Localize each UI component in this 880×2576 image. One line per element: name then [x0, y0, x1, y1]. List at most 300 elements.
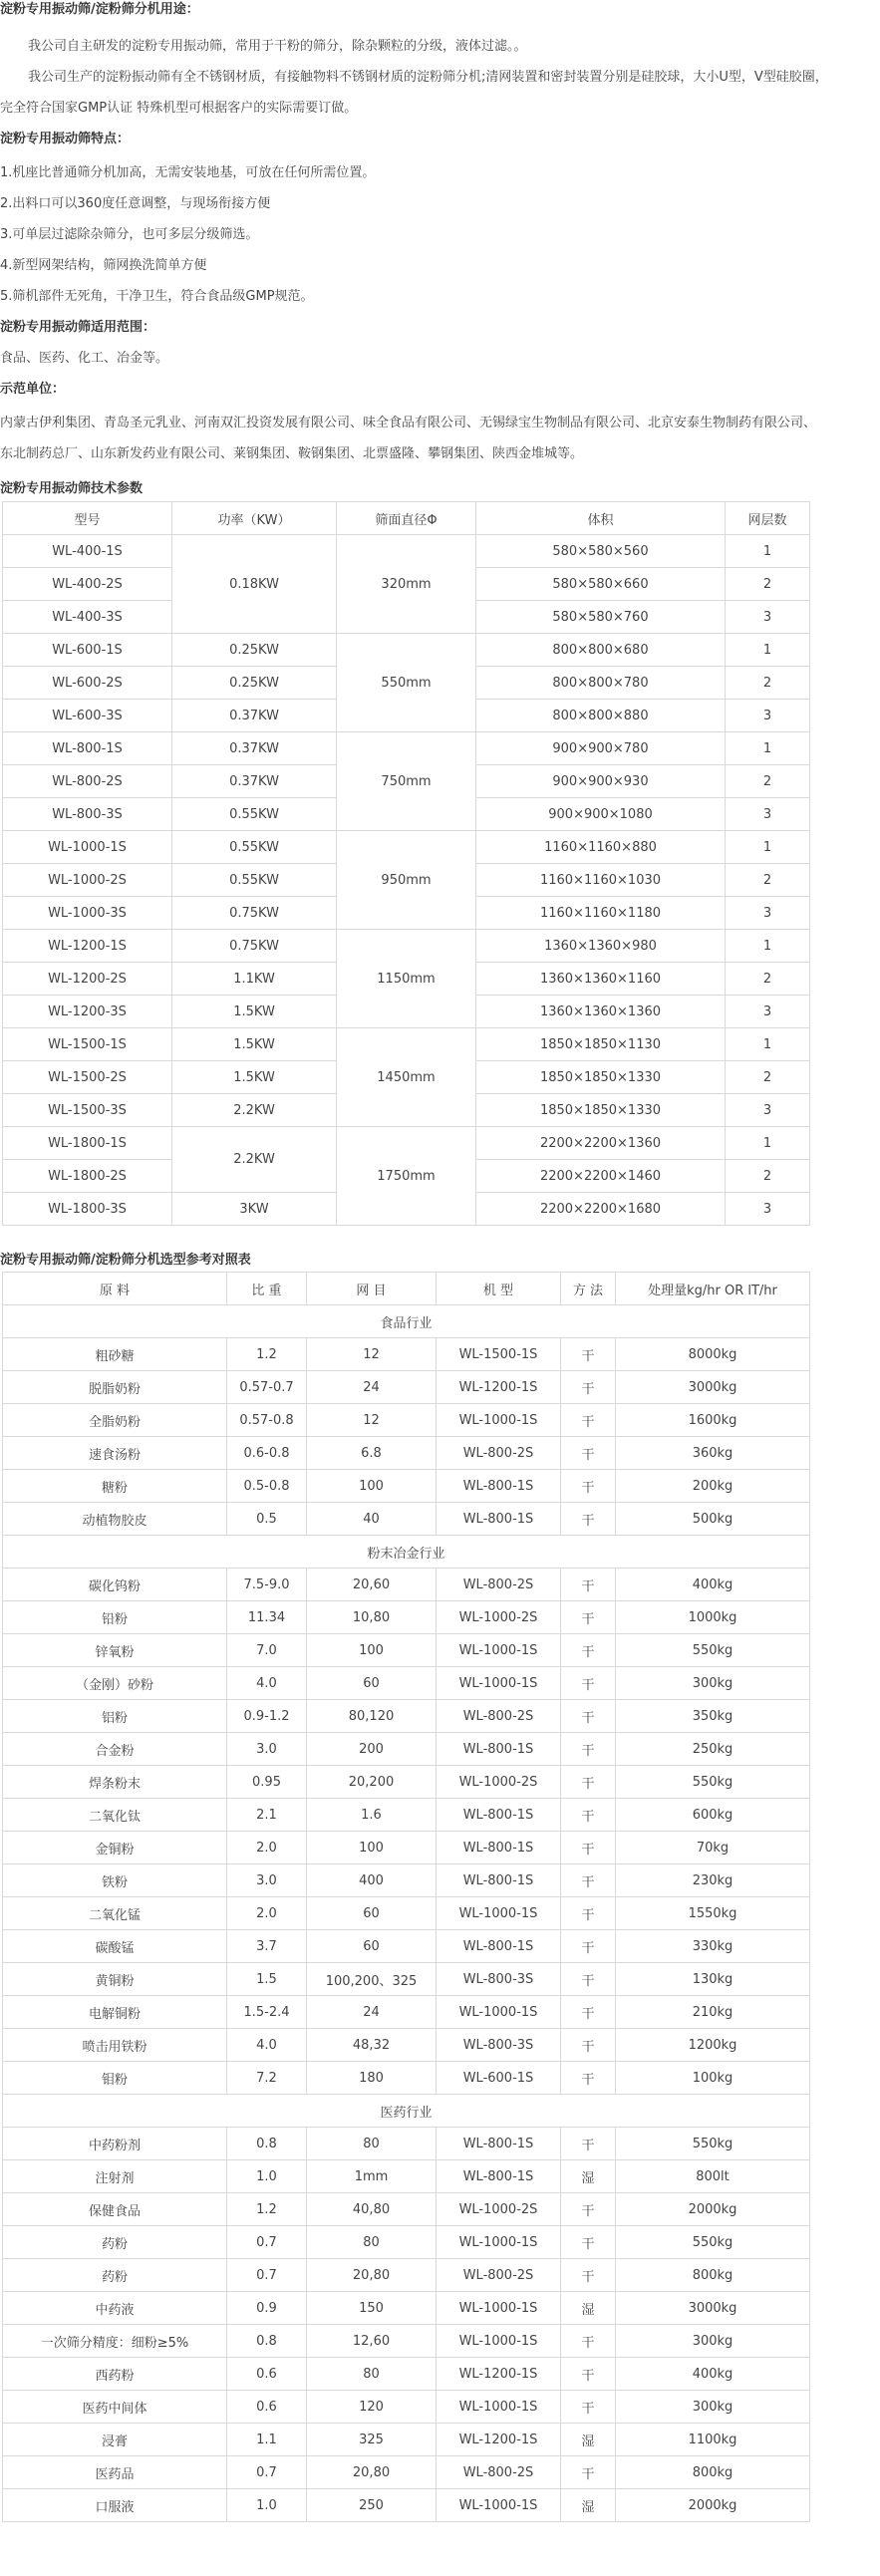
spec-table-title: 淀粉专用振动筛技术参数 [0, 481, 144, 496]
select-model-cell: WL-1000-1S [437, 1404, 561, 1437]
select-mesh-cell: 20,80 [307, 2456, 437, 2489]
select-row [3, 2128, 810, 2160]
select-model-cell: WL-1000-1S [437, 2292, 561, 2325]
spec-power-cell: 0.75KW [172, 897, 337, 930]
spec-model-cell: WL-1800-1S [3, 1127, 172, 1160]
select-mesh-cell: 100 [307, 1832, 437, 1864]
select-row [3, 1569, 810, 1601]
select-method-cell: 干 [561, 1832, 616, 1864]
select-material-cell: 二氧化锰 [3, 1897, 227, 1930]
spec-layers-cell: 1 [726, 634, 810, 667]
select-mesh-cell: 100,200、325 [307, 1963, 437, 1996]
select-section-title: 粉末冶金行业 [3, 1536, 810, 1569]
select-mesh-cell: 40 [307, 1503, 437, 1536]
select-material-cell: 黄铜粉 [3, 1963, 227, 1996]
spec-volume-cell: 900×900×930 [476, 765, 726, 798]
select-model-cell: WL-1000-1S [437, 1634, 561, 1667]
spec-model-cell: WL-1000-1S [3, 831, 172, 864]
spec-header-cell: 功率（KW） [172, 502, 337, 535]
select-row [3, 1733, 810, 1766]
select-section-row [3, 1536, 810, 1569]
feature-item: 4.新型网架结构，筛网换洗简单方便 [0, 258, 207, 273]
select-row [3, 2259, 810, 2292]
select-capacity-cell: 800kg [616, 2259, 810, 2292]
select-material-cell: 铝粉 [3, 1700, 227, 1733]
select-density-cell: 0.6-0.8 [227, 1437, 307, 1470]
spec-layers-cell: 1 [726, 831, 810, 864]
select-method-cell: 湿 [561, 2489, 616, 2522]
select-material-cell: 钼粉 [3, 2062, 227, 2095]
select-density-cell: 7.2 [227, 2062, 307, 2095]
select-mesh-cell: 120 [307, 2391, 437, 2424]
select-header-cell: 网 目 [307, 1273, 437, 1305]
spec-model-cell: WL-400-3S [3, 601, 172, 634]
spec-volume-cell: 1160×1160×880 [476, 831, 726, 864]
select-section-title: 食品行业 [3, 1305, 810, 1338]
select-material-cell: 速食汤粉 [3, 1437, 227, 1470]
select-capacity-cell: 210kg [616, 1996, 810, 2029]
select-capacity-cell: 70kg [616, 1832, 810, 1864]
spec-volume-cell: 1360×1360×980 [476, 930, 726, 963]
spec-volume-cell: 900×900×1080 [476, 798, 726, 831]
use-paragraph-1: 我公司自主研发的淀粉专用振动筛，常用于干粉的筛分，除杂颗粒的分级，液体过滤。。 [28, 39, 527, 54]
select-model-cell: WL-1200-1S [437, 1371, 561, 1404]
select-material-cell: 合金粉 [3, 1733, 227, 1766]
select-mesh-cell: 10,80 [307, 1601, 437, 1634]
select-capacity-cell: 3000kg [616, 1371, 810, 1404]
demo-line-1: 内蒙古伊利集团、青岛圣元乳业、河南双汇投资发展有限公司、味全食品有限公司、无锡绿宝生物制品有限公司、北京安泰生物制药有限公司、 [0, 416, 817, 430]
select-method-cell: 干 [561, 1996, 616, 2029]
spec-model-cell: WL-1200-2S [3, 963, 172, 996]
select-method-cell: 干 [561, 1601, 616, 1634]
select-material-cell: 粗砂糖 [3, 1338, 227, 1371]
select-row [3, 2358, 810, 2391]
select-mesh-cell: 325 [307, 2424, 437, 2456]
select-model-cell: WL-800-1S [437, 1864, 561, 1897]
select-row [3, 1700, 810, 1733]
select-mesh-cell: 80 [307, 2226, 437, 2259]
select-header-cell: 原 料 [3, 1273, 227, 1305]
select-density-cell: 3.0 [227, 1733, 307, 1766]
select-model-cell: WL-1000-2S [437, 1766, 561, 1799]
spec-model-cell: WL-800-3S [3, 798, 172, 831]
select-model-cell: WL-800-1S [437, 1733, 561, 1766]
spec-power-cell: 0.18KW [172, 535, 337, 634]
select-material-cell: 口服液 [3, 2489, 227, 2522]
spec-diameter-cell: 950mm [337, 831, 476, 930]
select-method-cell: 干 [561, 1700, 616, 1733]
select-header-cell: 比 重 [227, 1273, 307, 1305]
spec-header-cell: 型号 [3, 502, 172, 535]
spec-header-cell: 筛面直径Φ [337, 502, 476, 535]
select-mesh-cell: 1.6 [307, 1799, 437, 1832]
select-method-cell: 干 [561, 2193, 616, 2226]
select-mesh-cell: 400 [307, 1864, 437, 1897]
spec-layers-cell: 1 [726, 1028, 810, 1061]
select-capacity-cell: 550kg [616, 2128, 810, 2160]
select-density-cell: 0.7 [227, 2259, 307, 2292]
select-row [3, 1930, 810, 1963]
select-material-cell: （金刚）砂粉 [3, 1667, 227, 1700]
spec-diameter-cell: 1150mm [337, 930, 476, 1028]
select-method-cell: 干 [561, 1667, 616, 1700]
select-method-cell: 干 [561, 1404, 616, 1437]
select-header-cell: 机 型 [437, 1273, 561, 1305]
spec-layers-cell: 2 [726, 667, 810, 700]
select-method-cell: 干 [561, 1470, 616, 1503]
select-material-cell: 糖粉 [3, 1470, 227, 1503]
select-mesh-cell: 48,32 [307, 2029, 437, 2062]
spec-layers-cell: 2 [726, 1160, 810, 1193]
select-model-cell: WL-1000-2S [437, 2193, 561, 2226]
select-density-cell: 0.57-0.7 [227, 1371, 307, 1404]
select-row [3, 1371, 810, 1404]
select-method-cell: 干 [561, 2358, 616, 2391]
spec-model-cell: WL-1200-3S [3, 996, 172, 1028]
select-method-cell: 干 [561, 1569, 616, 1601]
feature-item: 3.可单层过滤除杂筛分，也可多层分级筛选。 [0, 227, 259, 242]
select-density-cell: 0.9-1.2 [227, 1700, 307, 1733]
use-title: 淀粉专用振动筛/淀粉筛分机用途： [0, 2, 199, 17]
spec-model-cell: WL-400-1S [3, 535, 172, 568]
spec-layers-cell: 1 [726, 732, 810, 765]
select-density-cell: 11.34 [227, 1601, 307, 1634]
scope-title: 淀粉专用振动筛适用范围： [0, 320, 156, 335]
select-mesh-cell: 24 [307, 1371, 437, 1404]
select-density-cell: 2.0 [227, 1832, 307, 1864]
select-mesh-cell: 20,60 [307, 1569, 437, 1601]
select-table-title: 淀粉专用振动筛/淀粉筛分机选型参考对照表 [0, 1253, 251, 1268]
select-density-cell: 0.5-0.8 [227, 1470, 307, 1503]
select-section-row [3, 1305, 810, 1338]
spec-header-cell: 体积 [476, 502, 726, 535]
spec-volume-cell: 1850×1850×1330 [476, 1094, 726, 1127]
select-model-cell: WL-1000-1S [437, 1996, 561, 2029]
select-mesh-cell: 180 [307, 2062, 437, 2095]
select-capacity-cell: 400kg [616, 1569, 810, 1601]
select-row [3, 2193, 810, 2226]
select-model-cell: WL-1000-1S [437, 1897, 561, 1930]
spec-power-cell: 2.2KW [172, 1127, 337, 1193]
spec-model-cell: WL-1000-2S [3, 864, 172, 897]
select-material-cell: 西药粉 [3, 2358, 227, 2391]
spec-power-cell: 0.55KW [172, 798, 337, 831]
select-mesh-cell: 12 [307, 1338, 437, 1371]
select-model-cell: WL-800-2S [437, 2259, 561, 2292]
select-material-cell: 二氧化钛 [3, 1799, 227, 1832]
spec-power-cell: 1.5KW [172, 1028, 337, 1061]
spec-power-cell: 1.5KW [172, 1061, 337, 1094]
select-density-cell: 1.0 [227, 2160, 307, 2193]
select-capacity-cell: 250kg [616, 1733, 810, 1766]
spec-layers-cell: 3 [726, 897, 810, 930]
select-model-cell: WL-800-2S [437, 1700, 561, 1733]
select-method-cell: 干 [561, 2456, 616, 2489]
select-row [3, 1470, 810, 1503]
select-density-cell: 0.5 [227, 1503, 307, 1536]
spec-volume-cell: 800×800×780 [476, 667, 726, 700]
select-method-cell: 干 [561, 2062, 616, 2095]
select-mesh-cell: 6.8 [307, 1437, 437, 1470]
select-model-cell: WL-800-1S [437, 1832, 561, 1864]
select-row [3, 1799, 810, 1832]
select-material-cell: 药粉 [3, 2226, 227, 2259]
select-row [3, 1601, 810, 1634]
select-material-cell: 全脂奶粉 [3, 1404, 227, 1437]
select-density-cell: 1.2 [227, 2193, 307, 2226]
select-capacity-cell: 130kg [616, 1963, 810, 1996]
spec-volume-cell: 1360×1360×1160 [476, 963, 726, 996]
select-density-cell: 2.1 [227, 1799, 307, 1832]
select-method-cell: 干 [561, 1371, 616, 1404]
spec-layers-cell: 3 [726, 601, 810, 634]
spec-layers-cell: 2 [726, 568, 810, 601]
select-model-cell: WL-1000-1S [437, 2489, 561, 2522]
spec-layers-cell: 1 [726, 930, 810, 963]
select-capacity-cell: 300kg [616, 2325, 810, 2358]
select-row [3, 1897, 810, 1930]
select-density-cell: 1.5 [227, 1963, 307, 1996]
select-row [3, 1996, 810, 2029]
select-method-cell: 干 [561, 2259, 616, 2292]
select-material-cell: 药粉 [3, 2259, 227, 2292]
select-density-cell: 0.6 [227, 2358, 307, 2391]
select-row [3, 2391, 810, 2424]
select-model-cell: WL-800-2S [437, 2456, 561, 2489]
spec-volume-cell: 2200×2200×1360 [476, 1127, 726, 1160]
select-capacity-cell: 400kg [616, 2358, 810, 2391]
spec-power-cell: 0.37KW [172, 700, 337, 732]
select-method-cell: 干 [561, 1930, 616, 1963]
spec-power-cell: 0.25KW [172, 667, 337, 700]
spec-layers-cell: 2 [726, 864, 810, 897]
spec-model-cell: WL-600-1S [3, 634, 172, 667]
use-paragraph-2-cont: 完全符合国家GMP认证 特殊机型可根据客户的实际需要订做。 [0, 101, 358, 116]
select-method-cell: 干 [561, 2226, 616, 2259]
select-row [3, 1437, 810, 1470]
select-capacity-cell: 300kg [616, 1667, 810, 1700]
select-row [3, 2292, 810, 2325]
select-capacity-cell: 350kg [616, 1700, 810, 1733]
select-material-cell: 铁粉 [3, 1864, 227, 1897]
select-density-cell: 0.8 [227, 2128, 307, 2160]
spec-model-cell: WL-1800-3S [3, 1193, 172, 1226]
select-material-cell: 一次筛分精度：细粉≥5% [3, 2325, 227, 2358]
spec-layers-cell: 2 [726, 1061, 810, 1094]
select-density-cell: 2.0 [227, 1897, 307, 1930]
select-table [2, 1272, 810, 2522]
spec-row [3, 1028, 810, 1061]
select-material-cell: 电解铜粉 [3, 1996, 227, 2029]
select-density-cell: 0.57-0.8 [227, 1404, 307, 1437]
select-row [3, 1634, 810, 1667]
select-density-cell: 0.8 [227, 2325, 307, 2358]
select-capacity-cell: 800kg [616, 2456, 810, 2489]
select-density-cell: 0.9 [227, 2292, 307, 2325]
select-model-cell: WL-1000-1S [437, 1667, 561, 1700]
select-model-cell: WL-800-1S [437, 2128, 561, 2160]
spec-model-cell: WL-800-1S [3, 732, 172, 765]
spec-layers-cell: 2 [726, 765, 810, 798]
select-method-cell: 干 [561, 1864, 616, 1897]
select-method-cell: 干 [561, 1897, 616, 1930]
select-model-cell: WL-800-2S [437, 1437, 561, 1470]
select-row [3, 1667, 810, 1700]
spec-power-cell: 2.2KW [172, 1094, 337, 1127]
spec-volume-cell: 1850×1850×1330 [476, 1061, 726, 1094]
use-paragraph-2: 我公司生产的淀粉振动筛有全不锈钢材质，有接触物料不锈钢材质的淀粉筛分机;清网装置和密封装置分别是硅胶球，大小U型，V型硅胶圈， [28, 70, 828, 85]
select-mesh-cell: 80 [307, 2358, 437, 2391]
select-capacity-cell: 2000kg [616, 2193, 810, 2226]
select-capacity-cell: 1100kg [616, 2424, 810, 2456]
spec-volume-cell: 800×800×880 [476, 700, 726, 732]
spec-model-cell: WL-1500-1S [3, 1028, 172, 1061]
select-model-cell: WL-800-1S [437, 1930, 561, 1963]
select-material-cell: 锌氧粉 [3, 1634, 227, 1667]
select-model-cell: WL-800-1S [437, 2160, 561, 2193]
select-capacity-cell: 550kg [616, 1766, 810, 1799]
spec-model-cell: WL-800-2S [3, 765, 172, 798]
select-model-cell: WL-800-3S [437, 1963, 561, 1996]
spec-layers-cell: 2 [726, 963, 810, 996]
spec-diameter-cell: 1450mm [337, 1028, 476, 1127]
spec-model-cell: WL-1000-3S [3, 897, 172, 930]
select-capacity-cell: 550kg [616, 1634, 810, 1667]
spec-layers-cell: 3 [726, 1193, 810, 1226]
select-capacity-cell: 360kg [616, 1437, 810, 1470]
select-header-row [3, 1273, 810, 1305]
spec-model-cell: WL-1200-1S [3, 930, 172, 963]
select-mesh-cell: 200 [307, 1733, 437, 1766]
spec-row [3, 634, 810, 667]
spec-power-cell: 0.55KW [172, 864, 337, 897]
spec-header-row [3, 502, 810, 535]
select-model-cell: WL-800-1S [437, 1799, 561, 1832]
select-model-cell: WL-1000-1S [437, 2391, 561, 2424]
select-mesh-cell: 250 [307, 2489, 437, 2522]
select-density-cell: 4.0 [227, 1667, 307, 1700]
spec-model-cell: WL-600-2S [3, 667, 172, 700]
spec-layers-cell: 3 [726, 1094, 810, 1127]
select-capacity-cell: 100kg [616, 2062, 810, 2095]
select-capacity-cell: 2000kg [616, 2489, 810, 2522]
select-method-cell: 湿 [561, 2424, 616, 2456]
select-material-cell: 脱脂奶粉 [3, 1371, 227, 1404]
select-capacity-cell: 500kg [616, 1503, 810, 1536]
select-model-cell: WL-600-1S [437, 2062, 561, 2095]
select-method-cell: 干 [561, 2029, 616, 2062]
spec-row [3, 732, 810, 765]
select-method-cell: 干 [561, 2391, 616, 2424]
spec-model-cell: WL-1500-3S [3, 1094, 172, 1127]
spec-power-cell: 0.55KW [172, 831, 337, 864]
spec-model-cell: WL-1500-2S [3, 1061, 172, 1094]
select-mesh-cell: 60 [307, 1930, 437, 1963]
spec-volume-cell: 1160×1160×1030 [476, 864, 726, 897]
select-row [3, 2029, 810, 2062]
select-row [3, 2062, 810, 2095]
spec-diameter-cell: 1750mm [337, 1127, 476, 1226]
select-mesh-cell: 100 [307, 1470, 437, 1503]
select-material-cell: 金铜粉 [3, 1832, 227, 1864]
select-density-cell: 1.0 [227, 2489, 307, 2522]
spec-model-cell: WL-600-3S [3, 700, 172, 732]
select-density-cell: 0.6 [227, 2391, 307, 2424]
select-material-cell: 碳酸锰 [3, 1930, 227, 1963]
select-capacity-cell: 800lt [616, 2160, 810, 2193]
select-capacity-cell: 1600kg [616, 1404, 810, 1437]
select-mesh-cell: 80,120 [307, 1700, 437, 1733]
spec-volume-cell: 2200×2200×1460 [476, 1160, 726, 1193]
select-mesh-cell: 24 [307, 1996, 437, 2029]
spec-power-cell: 1.1KW [172, 963, 337, 996]
spec-layers-cell: 1 [726, 535, 810, 568]
select-capacity-cell: 1200kg [616, 2029, 810, 2062]
select-model-cell: WL-1500-1S [437, 1338, 561, 1371]
select-row [3, 2489, 810, 2522]
select-row [3, 1832, 810, 1864]
spec-power-cell: 0.25KW [172, 634, 337, 667]
features-title: 淀粉专用振动筛特点： [0, 132, 131, 146]
select-model-cell: WL-1200-1S [437, 2358, 561, 2391]
select-row [3, 1963, 810, 1996]
select-mesh-cell: 100 [307, 1634, 437, 1667]
select-method-cell: 干 [561, 2128, 616, 2160]
spec-volume-cell: 1160×1160×1180 [476, 897, 726, 930]
select-model-cell: WL-1000-2S [437, 1601, 561, 1634]
select-material-cell: 浸膏 [3, 2424, 227, 2456]
select-header-cell: 处理量kg/hr OR lT/hr [616, 1273, 810, 1305]
select-density-cell: 7.5-9.0 [227, 1569, 307, 1601]
spec-diameter-cell: 320mm [337, 535, 476, 634]
select-model-cell: WL-800-1S [437, 1503, 561, 1536]
spec-volume-cell: 580×580×660 [476, 568, 726, 601]
spec-table [2, 501, 810, 1226]
select-material-cell: 注射剂 [3, 2160, 227, 2193]
select-material-cell: 动植物胶皮 [3, 1503, 227, 1536]
select-method-cell: 干 [561, 1503, 616, 1536]
select-model-cell: WL-800-1S [437, 1470, 561, 1503]
spec-header-cell: 网层数 [726, 502, 810, 535]
select-method-cell: 干 [561, 1634, 616, 1667]
select-section-row [3, 2095, 810, 2128]
select-mesh-cell: 12,60 [307, 2325, 437, 2358]
select-material-cell: 喷击用铁粉 [3, 2029, 227, 2062]
select-capacity-cell: 230kg [616, 1864, 810, 1897]
select-density-cell: 1.5-2.4 [227, 1996, 307, 2029]
select-method-cell: 干 [561, 1799, 616, 1832]
select-mesh-cell: 60 [307, 1667, 437, 1700]
select-mesh-cell: 12 [307, 1404, 437, 1437]
feature-item: 1.机座比普通筛分机加高，无需安装地基，可放在任何所需位置。 [0, 165, 376, 180]
select-method-cell: 湿 [561, 2160, 616, 2193]
feature-item: 2.出料口可以360度任意调整，与现场衔接方便 [0, 196, 271, 211]
scope-text: 食品、医药、化工、冶金等。 [0, 351, 169, 366]
select-density-cell: 1.1 [227, 2424, 307, 2456]
select-row [3, 2424, 810, 2456]
select-capacity-cell: 3000kg [616, 2292, 810, 2325]
demo-title: 示范单位： [0, 382, 66, 397]
spec-layers-cell: 1 [726, 1127, 810, 1160]
select-density-cell: 4.0 [227, 2029, 307, 2062]
select-capacity-cell: 200kg [616, 1470, 810, 1503]
select-row [3, 1338, 810, 1371]
spec-diameter-cell: 550mm [337, 634, 476, 732]
select-row [3, 1404, 810, 1437]
select-method-cell: 干 [561, 1766, 616, 1799]
spec-power-cell: 1.5KW [172, 996, 337, 1028]
select-method-cell: 干 [561, 1963, 616, 1996]
